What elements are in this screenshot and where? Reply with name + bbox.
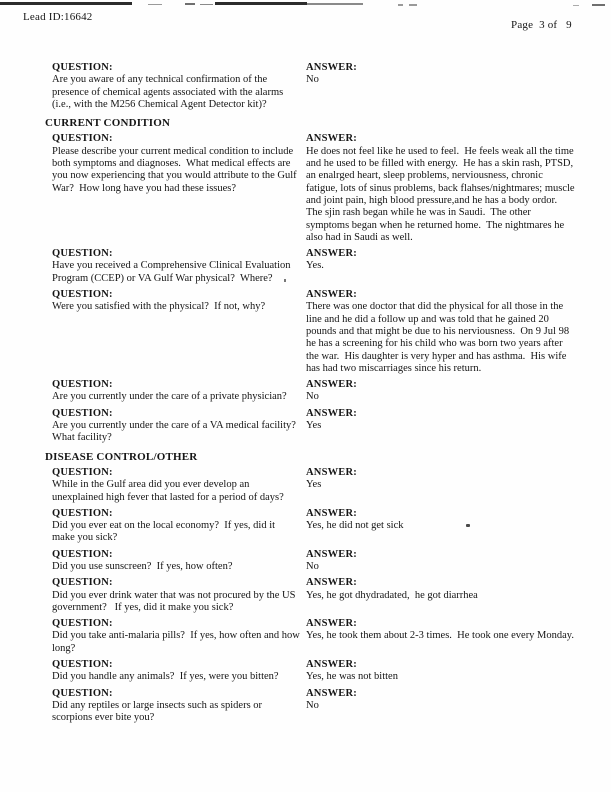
answer-cell [306,62,580,111]
question-cell [52,688,302,725]
question-cell [52,379,302,404]
question-cell [52,577,302,614]
answer-cell [306,133,580,244]
answer-cell [306,577,580,614]
question-label: QUESTION: [52,133,113,145]
question-cell [52,133,302,244]
question-text: Did you ever eat on the local economy? If yes, did it make you sick? [52,520,278,544]
scan-artifact [200,4,213,5]
question-text: Did you ever drink water that was not procured by the US government? If yes, did it make you sick? [52,589,299,613]
question-text: Are you currently under the care of a VA medical facility? What facility? [52,420,301,444]
answer-cell [306,508,580,545]
qa-row [45,467,580,504]
answer-label: ANSWER: [306,507,357,519]
question-text: Did any reptiles or large insects such as spiders or scorpions ever bite you? [52,699,265,724]
question-text: Please describe your current medical condition to include both symptoms and diagnoses. What medical effects are you now experiencing that you would attribute to the Gulf War? How long have you had these issues? [52,145,300,194]
answer-label: ANSWER: [306,466,357,478]
qa-row [45,508,580,545]
qa-row [45,577,580,614]
scan-artifact [307,3,363,5]
scan-artifact [215,2,307,5]
answer-label: ANSWER: [306,133,357,145]
question-cell [52,659,302,684]
answer-text: Yes [306,420,322,432]
page-number-label: Page 3 of 9 [511,19,572,31]
question-label: QUESTION: [52,407,113,419]
answer-cell [306,467,580,504]
answer-text: Yes, he did not get sick [306,520,404,532]
answer-text: Yes [306,479,322,491]
lead-id-label: Lead ID:16642 [23,11,93,23]
question-label: QUESTION: [52,659,113,671]
qa-row [45,408,580,445]
answer-text: There was one doctor that did the physical for all those in the line and he did a follow up and was told that he gained 20 pounds and that might be due to his nerviousness. On 9 Jul 98 he has a screening for his child who was born two years after the war. His daughter is very hyper and has asthma. His wife has had two miscarriages since his return. [306,301,572,374]
answer-text: Yes, he got dhydradated, he got diarrhea [306,589,478,601]
answer-cell [306,408,580,445]
answer-text: No [306,391,319,403]
section-heading: CURRENT CONDITION [45,117,171,130]
scan-artifact [0,2,132,5]
answer-cell [306,248,580,285]
question-text: Were you satisfied with the physical? If not, why? [52,301,266,313]
answer-label: ANSWER: [306,289,357,301]
question-cell [52,408,302,445]
question-label: QUESTION: [52,548,113,560]
qa-row [45,659,580,684]
question-label: QUESTION: [52,507,113,519]
question-text: Are you currently under the care of a private physician? [52,391,287,403]
scan-artifact [398,4,403,6]
scan-artifact [573,5,579,6]
qa-row [45,549,580,574]
scan-artifact [409,4,417,6]
answer-text: No [306,699,319,711]
qa-row [45,618,580,655]
scan-artifact [185,3,195,5]
question-cell [52,289,302,375]
answer-text: He does not feel like he used to feel. He feels weak all the time and he used to be filled with energy. He has a skin rash, PTSD, an enalrged heart, sleep problems, nerviousness, chronic fatigue, lots of sinus problems, back flahses/nightmares; muscle and joint pain, high blood pressure,and he has a body ordor. The sjin rash began while he was in Saudi. The other symptoms began when he returned home. The nightmares he also had in Saudi as well. [306,145,578,243]
answer-cell [306,289,580,375]
question-label: QUESTION: [52,466,113,478]
answer-cell [306,688,580,725]
question-label: QUESTION: [52,248,113,260]
qa-row [45,62,580,111]
scan-artifact [148,4,162,5]
scan-artifact [592,4,605,6]
question-cell [52,508,302,545]
qa-row [45,289,580,375]
question-label: QUESTION: [52,62,113,73]
question-text: Did you handle any animals? If yes, were you bitten? [52,671,279,683]
qa-row [45,379,580,404]
answer-label: ANSWER: [306,687,357,699]
question-cell [52,549,302,574]
answer-cell [306,379,580,404]
answer-label: ANSWER: [306,248,357,260]
question-cell [52,467,302,504]
question-label: QUESTION: [52,289,113,301]
question-text: While in the Gulf area did you ever develop an unexplained high fever that lasted for a period of days? [52,479,284,503]
question-label: QUESTION: [52,379,113,391]
question-text: Did you take anti-malaria pills? If yes, how often and how long? [52,630,303,654]
answer-text: No [306,560,319,572]
qa-row [45,133,580,244]
question-label: QUESTION: [52,687,113,699]
question-text: Did you use sunscreen? If yes, how often? [52,560,233,572]
question-cell [52,248,302,285]
answer-text: Yes. [306,260,324,272]
question-label: QUESTION: [52,618,113,630]
answer-label: ANSWER: [306,379,357,391]
answer-text: Yes, he was not bitten [306,671,398,683]
question-text: Are you aware of any technical confirmation of the presence of chemical agents associated with the alarms (i.e., with the M256 Chemical Agent Detector kit)? [52,74,286,110]
answer-label: ANSWER: [306,618,357,630]
answer-text: No [306,74,319,86]
answer-label: ANSWER: [306,407,357,419]
answer-text: Yes, he took them about 2-3 times. He took one every Monday. [306,630,575,642]
answer-label: ANSWER: [306,577,357,589]
question-cell [52,618,302,655]
answer-cell [306,549,580,574]
qa-content [45,62,580,729]
question-text: Have you received a Comprehensive Clinical Evaluation Program (CCEP) or VA Gulf War physical? Where? [52,260,294,284]
answer-cell [306,618,580,655]
question-cell [52,62,302,111]
qa-row [45,248,580,285]
qa-row [45,688,580,725]
answer-label: ANSWER: [306,548,357,560]
section-heading: DISEASE CONTROL/OTHER [45,450,198,463]
answer-label: ANSWER: [306,62,357,73]
answer-cell [306,659,580,684]
question-label: QUESTION: [52,577,113,589]
answer-label: ANSWER: [306,659,357,671]
